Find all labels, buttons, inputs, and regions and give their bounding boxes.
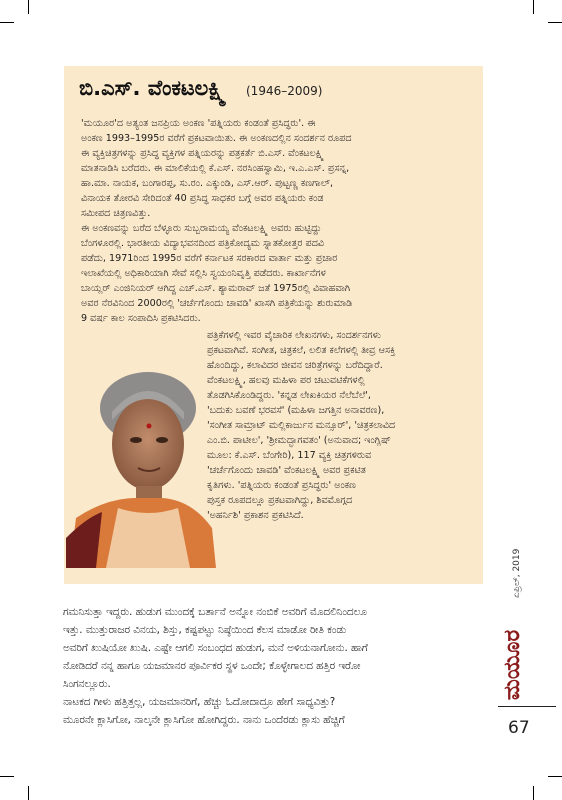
box-line: ಬಾಯ್ಲರ್ ಎಂಜಿನಿಯರ್ ಆಗಿದ್ದ ಎಚ್.ಎಸ್. ಶ್ಯಾಮರಾವ್ ಜತೆ 1975ರಲ್ಲಿ ವಿವಾಹವಾಗಿ [81, 283, 351, 294]
page-number: 67 [508, 718, 530, 738]
box-line: ಪುಸ್ತಕ ರೂಪದಲ್ಲೂ ಪ್ರಕಟವಾಗಿದ್ದು, ಶಿವಮೊಗ್ಗದ [207, 495, 353, 506]
body-line: ಅವರಿಗೆ ಖುಷಿಯೋ ಖುಷಿ. ಎಷ್ಟೇ ಆಗಲಿ ಸಂಬಂಧದ ಹುಡುಗ, ಮನೆ ಅಳಿಯನಾಗೋನು. ಹಾಗೆ [63, 642, 368, 654]
box-line: ಅವರ ನೆರವಿನಿಂದ 2000ರಲ್ಲಿ 'ಚರ್ಚೆಗೊಂದು ಚಾವಡಿ' ಖಾಸಗಿ ಪತ್ರಿಕೆಯನ್ನು ಶುರುಮಾಡಿ [81, 298, 353, 309]
box-line: ತೊಡಗಿಸಿಕೊಂಡಿದ್ದರು. 'ಕನ್ನಡ ಲೇಖಕಿಯರ ನೆಲೆಬೆಲೆ', [207, 390, 371, 401]
box-line: ಪತ್ರಿಕೆಗಳಲ್ಲಿ ಇವರ ವೈಚಾರಿಕ ಲೇಖನಗಳು, ಸಂದರ್ಶನಗಳು [207, 330, 381, 341]
box-line: ಬೆಂಗಳೂರಲ್ಲಿ. ಭಾರತೀಯ ವಿದ್ಯಾಭವನದಿಂದ ಪತ್ರಿಕೋದ್ಯಮ ಸ್ನಾತಕೋತ್ತರ ಪದವಿ [81, 238, 325, 249]
portrait-photo [66, 368, 216, 568]
box-line: ಕೃತಿಗಳು. 'ಪತ್ನಿಯರು ಕಂಡಂತೆ ಪ್ರಸಿದ್ಧರು' ಅಂಕಣ [207, 480, 356, 491]
box-line: ಈ ಅಂಕಣವನ್ನು ಬರೆದ ಬೆಳ್ಳೂರು ಸುಬ್ಬರಾಮಯ್ಯ ವೆಂಕಟಲಕ್ಷ್ಮಿ ಅವರು ಹುಟ್ಟಿದ್ದು [81, 223, 322, 234]
svg-text:ಮಯೂರ: ಮಯೂರ [500, 630, 525, 700]
box-line: ಸಮೀಪದ ಚಿತ್ರಣವಿತ್ತು. [81, 208, 151, 219]
box-line: ವೆಂಕಟಲಕ್ಷ್ಮಿ, ಹಲವು ಮಹಿಳಾ ಪರ ಚಟುವಟಿಕೆಗಳಲ್ಲಿ [207, 375, 365, 386]
crop-mark [0, 22, 14, 23]
crop-mark [28, 786, 29, 800]
box-line: ಎಂ.ಬಿ. ಪಾಟೀಲ', 'ಶ್ರೀಮದ್ಭಾಗವತಂ' (ಅನುವಾದ; ಇಂಗ್ಲಿಷ್ [207, 435, 391, 446]
body-line: ಇತ್ತು. ಮುತ್ತುರಾಜರ ವಿನಯ, ಶಿಸ್ತು, ಕಷ್ಟಪಟ್ಟು ನಿಷ್ಠೆಯಿಂದ ಕೆಲಸ ಮಾಡೋ ರೀತಿ ಕಂಡು [63, 624, 347, 636]
box-line: ಪ್ರಕಟವಾಗಿವೆ. ಸಂಗೀತ, ಚಿತ್ರಕಲೆ, ಲಲಿತ ಕಲೆಗಳಲ್ಲಿ ತೀವ್ರ ಆಸಕ್ತಿ [207, 345, 396, 356]
box-line: ಮೂಲ: ಕೆ.ಎಸ್. ಬೆಂಗೇರಿ), 117 ವ್ಯಕ್ತಿ ಚಿತ್ರಗಳಿರುವ [207, 450, 372, 461]
biography-years: (1946–2009) [246, 84, 323, 98]
crop-mark [548, 776, 562, 777]
folio-rule [498, 706, 556, 707]
crop-mark [548, 22, 562, 23]
crop-mark [0, 776, 14, 777]
biography-title: ಬಿ.ಎಸ್. ವೆಂಕಟಲಕ್ಷ್ಮಿ [79, 76, 227, 100]
box-line: ಪಡೆದು, 1971ರಿಂದ 1995ರ ವರೆಗೆ ಕರ್ನಾಟಕ ಸರಕಾರದ ವಾರ್ತಾ ಮತ್ತು ಪ್ರಚಾರ [81, 253, 338, 264]
box-line: ಇಲಾಖೆಯಲ್ಲಿ ಅಧಿಕಾರಿಯಾಗಿ ಸೇವೆ ಸಲ್ಲಿಸಿ ಸ್ವಯಂನಿವೃತ್ತಿ ಪಡೆದರು. ಕಾರ್ಖಾನೆಗಳ [81, 268, 326, 279]
box-line: 'ಅಹರ್ನಿಶಿ' ಪ್ರಕಾಶನ ಪ್ರಕಟಿಸಿದೆ. [207, 510, 304, 521]
box-line: 'ಬದುಕು ಬವಣೆ ಭರವಸೆ' (ಮಹಿಳಾ ಜಗತ್ತಿನ ಅನಾವರಣ), [207, 405, 385, 416]
body-line: ಮೂರನೇ ಕ್ಲಾಸಿಗೋ, ನಾಲ್ಕನೇ ಕ್ಲಾಸಿಗೋ ಹೋಗಿದ್ದರು. ನಾನು ಒಂದೆರಡು ಕ್ಲಾಸು ಹೆಚ್ಚಿಗೆ [63, 714, 345, 726]
body-line: ನೋಡಿದರೆ ನನ್ನ ಹಾಗೂ ಯಜಮಾನರ ಪೂರ್ವಿಕರ ಸ್ಥಳ ಒಂದೇ; ಕೊಳ್ಳೇಗಾಲದ ಹತ್ತಿರ ಇರೋ [63, 660, 361, 672]
box-line: ಹೊಂದಿದ್ದು, ಕಲಾವಿದರ ಜೀವನ ಚರಿತ್ರೆಗಳನ್ನು ಬರೆದಿದ್ದಾರೆ. [207, 360, 383, 371]
box-line: ಅಂಕಣ 1993–1995ರ ವರೆಗೆ ಪ್ರಕಟವಾಯಿತು. ಈ ಅಂಕಣದಲ್ಲಿನ ಸಂದರ್ಶನ ರೂಪದ [81, 133, 352, 144]
crop-mark [533, 0, 534, 14]
crop-mark [533, 786, 534, 800]
box-line: ಈ ವ್ಯಕ್ತಿಚಿತ್ರಗಳನ್ನು ಪ್ರಸಿದ್ಧ ವ್ಯಕ್ತಿಗಳ ಪತ್ನಿಯರನ್ನು ಪತ್ರಕರ್ತೆ ಬಿ.ಎಸ್. ವೆಂಕಟಲಕ್ಷ್ಮಿ [81, 148, 324, 159]
box-line: ಮಾತನಾಡಿಸಿ ಬರೆದರು. ಈ ಮಾಲಿಕೆಯಲ್ಲಿ ಕೆ.ಎಸ್. ನರಸಿಂಹಸ್ವಾಮಿ, ಇ.ಎ.ಎಸ್. ಪ್ರಸನ್ನ, [81, 163, 350, 174]
box-line: 'ಮಯೂರ'ದ ಅತ್ಯಂತ ಜನಪ್ರಿಯ ಅಂಕಣ 'ಪತ್ನಿಯರು ಕಂಡಂತೆ ಪ್ರಸಿದ್ಧರು'. ಈ [81, 118, 316, 129]
body-line: ಸಿಂಗನಲ್ಲೂರು. [63, 678, 111, 690]
magazine-logo [483, 630, 543, 700]
box-line: 'ಸಂಗೀತ ಸಾಮ್ರಾಟ್ ಮಲ್ಲಿಕಾರ್ಜುನ ಮನ್ಸೂರ್', 'ಚಿತ್ರಕಲಾವಿದ [207, 420, 396, 431]
issue-date: ಏಪ್ರಿಲ್, 2019 [512, 548, 522, 598]
crop-mark [28, 0, 29, 14]
body-line: ನಾಟಕದ ಗೀಳು ಹತ್ತಿತ್ತಲ್ಲ, ಯಜಮಾನರಿಗೆ, ಹೆಚ್ಚು ಓದೋದಾದ್ರೂ ಹೇಗೆ ಸಾಧ್ಯವಿತ್ತು? [63, 696, 336, 708]
box-line: ವಿನಾಯಕ ತೋರವಿ ಸೇರಿದಂತೆ 40 ಪ್ರಸಿದ್ಧ ಸಾಧಕರ ಬಗ್ಗೆ ಅವರ ಪತ್ನಿಯರು ಕಂಡ [81, 193, 324, 204]
box-line: ಹಾ.ಮಾ. ನಾಯಕ, ಬಂಗಾರಪ್ಪ, ಸು.ರಂ. ಎಕ್ಕುಂಡಿ, ಎಸ್.ಆರ್. ಪುಟ್ಟಣ್ಣ ಕಣಗಾಲ್, [81, 178, 334, 189]
box-line: 9 ವರ್ಷ ಕಾಲ ಸಂಪಾದಿಸಿ ಪ್ರಕಟಿಸಿದರು. [81, 313, 201, 324]
box-line: 'ಚರ್ಚೆಗೊಂದು ಚಾವಡಿ' ವೆಂಕಟಲಕ್ಷ್ಮಿ ಅವರ ಪ್ರಕಟಿತ [207, 465, 366, 476]
body-line: ಗಮನಿಸುತ್ತಾ ಇದ್ದರು. ಹುಡುಗ ಮುಂದಕ್ಕೆ ಬರ್ತಾನೆ ಅನ್ನೋ ನಂಬಿಕೆ ಅವರಿಗೆ ಮೊದಲಿನಿಂದಲೂ [63, 606, 367, 618]
